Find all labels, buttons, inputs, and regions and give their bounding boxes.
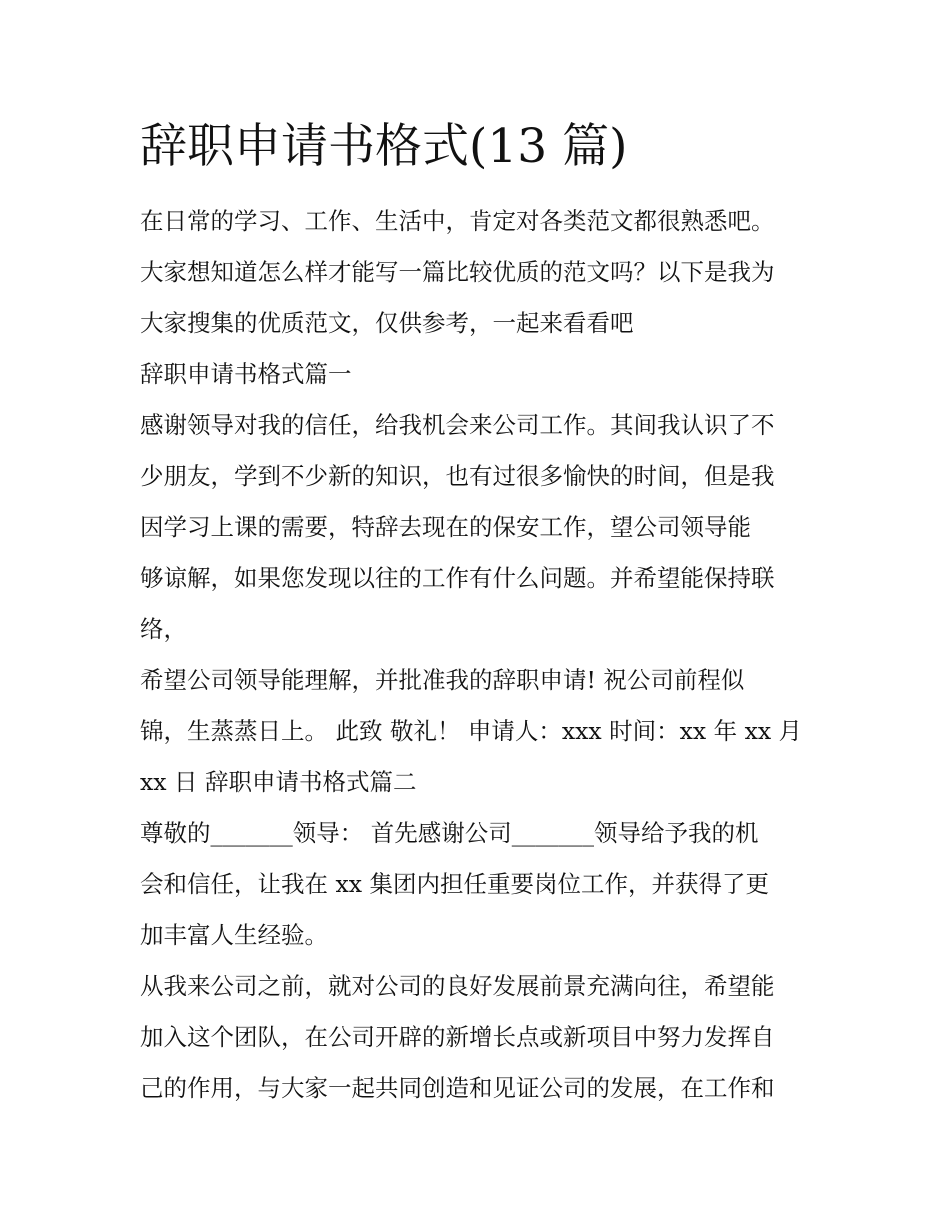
body-line: 大家想知道怎么样才能写一篇比较优质的范文吗？以下是我为 xyxy=(140,258,775,286)
body-line: 因学习上课的需要，特辞去现在的保安工作，望公司领导能 xyxy=(140,513,751,541)
body-line: 会和信任，让我在 xx 集团内担任重要岗位工作，并获得了更 xyxy=(140,870,769,898)
body-line: 感谢领导对我的信任，给我机会来公司工作。其间我认识了不 xyxy=(140,411,775,439)
body-line: xx 日 辞职申请书格式篇二 xyxy=(140,768,417,796)
body-line: 够谅解，如果您发现以往的工作有什么问题。并希望能保持联 xyxy=(140,564,775,592)
body-line: 己的作用，与大家一起共同创造和见证公司的发展，在工作和 xyxy=(140,1074,775,1102)
body-line: 络， xyxy=(140,615,187,643)
body-line: 尊敬的_______领导： 首先感谢公司_______领导给予我的机 xyxy=(140,819,759,847)
section-heading: 辞职申请书格式篇一 xyxy=(140,360,352,388)
body-line: 大家搜集的优质范文，仅供参考，一起来看看吧 xyxy=(140,309,634,337)
body-line: 少朋友，学到不少新的知识，也有过很多愉快的时间，但是我 xyxy=(140,462,775,490)
body-line: 希望公司领导能理解，并批准我的辞职申请! 祝公司前程似 xyxy=(140,666,745,694)
document-body xyxy=(140,196,820,1114)
body-line: 加丰富人生经验。 xyxy=(140,921,328,949)
body-line: 加入这个团队，在公司开辟的新增长点或新项目中努力发挥自 xyxy=(140,1023,775,1051)
body-line: 从我来公司之前，就对公司的良好发展前景充满向往，希望能 xyxy=(140,972,775,1000)
document-title: 辞职申请书格式(13 篇) xyxy=(140,119,628,174)
body-line: 在日常的学习、工作、生活中，肯定对各类范文都很熟悉吧。 xyxy=(140,207,775,235)
body-line: 锦，生蒸蒸日上。 此致 敬礼！ 申请人：xxx 时间：xx 年 xx 月 xyxy=(140,717,803,745)
